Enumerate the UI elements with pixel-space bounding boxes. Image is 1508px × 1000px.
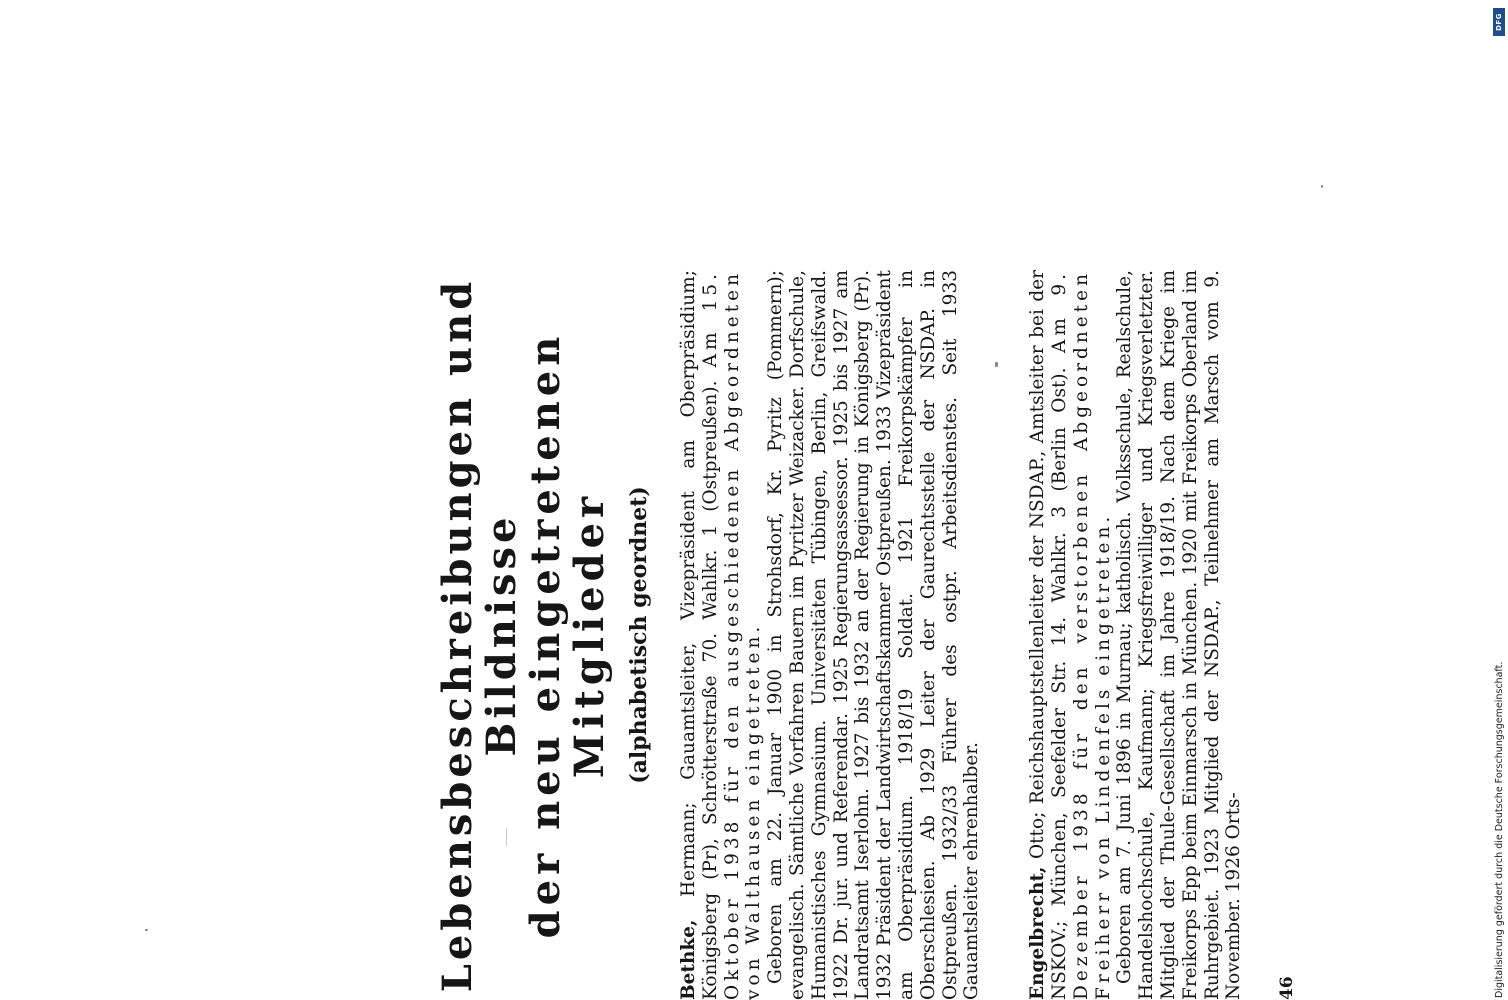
dfg-logo-text: DFG — [1495, 13, 1503, 31]
document-page — [430, 90, 1298, 1000]
member-entry-date: Am 9. Dezember 1938 für den verstorbenen Abgeordneten Freiherr von Lindenfels eingetreten. — [1048, 270, 1114, 1000]
scan-speck — [995, 362, 998, 367]
digitization-note: Digitalisierung gefördert durch die Deutsche Forschungsgemeinschaft. — [1494, 661, 1505, 998]
member-biography: Geboren am 22. Januar 1900 in Strohsdorf, Kr. Pyritz (Pommern); evangelisch. Sämtliche Vorfahren Bauern im Pyritzer Weizacker. Dorfschule, Humanistisches Gymnasium. Universitäten Tübingen, Berlin, Greifswald. 1922 Dr. jur. und Referendar. 1925 Regierungsassessor. 1925 bis 1927 am Landratsamt Iserlohn. 1927 bis 1932 an der Regierung in Königsberg (Pr). 1932 Präsident der Landwirtschaftskammer Ostpreußen. 1933 Vizepräsident am Oberpräsidium. 1918/19 Soldat. 1921 Freikorpskämpfer in Oberschlesien. Ab 1929 Leiter der Gaurechtsstelle der NSDAP. in Ostpreußen. 1932/33 Führer des ostpr. Arbeitsdienstes. Seit 1933 Gauamtsleiter ehrenhalber. — [765, 270, 983, 1000]
member-details: Otto; Reichshauptstellenleiter der NSDAP., Amtsleiter bei der NSKOV.; München, Seefelder Str. 14. Wahlkr. 3 (Berlin Ost). — [1027, 270, 1070, 1000]
rotated-page-content — [430, 270, 1340, 1000]
scan-speck — [145, 929, 148, 931]
dfg-logo — [1493, 8, 1505, 36]
title-line-2: der neu eingetretenen Mitglieder — [522, 331, 613, 939]
member-biography: Geboren am 7. Juni 1896 in Murnau; katholisch. Volksschule, Realschule, Handelshochschule, Kaufmann; Kriegsfreiwilliger und Kriegsverletzter. Mitglied der Thule-Gesellschaft im Jahre 1918/19. Nach dem Kriege im Freikorps Epp beim Einmarsch in München. 1920 mit Freikorps Oberland im Ruhrgebiet. 1923 Mitglied der NSDAP., Teilnehmer am Marsch vom 9. November. 1926 Orts- — [1114, 270, 1245, 1000]
page-text-block — [430, 270, 1297, 1000]
member-name: Bethke, — [678, 919, 699, 1000]
member-name: Engelbrecht, — [1027, 866, 1049, 1000]
page-number: 46 — [1277, 976, 1298, 1000]
scan-speck — [1321, 185, 1323, 188]
page-subtitle: (alphabetisch geordnet) — [626, 486, 652, 784]
member-entry-date: Am 15. Oktober 1938 für den ausgeschiedenen Abgeordneten von Walthausen eingetreten. — [699, 270, 765, 1000]
member-entry-engelbrecht — [1027, 270, 1245, 1000]
page-title — [436, 270, 612, 1000]
entry-header — [1027, 270, 1114, 1000]
title-line-1: Lebensbeschreibungen und Bildnisse — [434, 277, 525, 993]
scan-speck — [506, 828, 507, 846]
member-details: Hermann; Gauamtsleiter, Vizepräsident am Oberpräsidium; Königsberg (Pr), Schrötterstraße 70. Wahlkr. 1 (Ostpreußen). — [678, 270, 721, 1000]
member-entry-bethke — [678, 270, 983, 1000]
entry-header — [678, 270, 765, 1000]
